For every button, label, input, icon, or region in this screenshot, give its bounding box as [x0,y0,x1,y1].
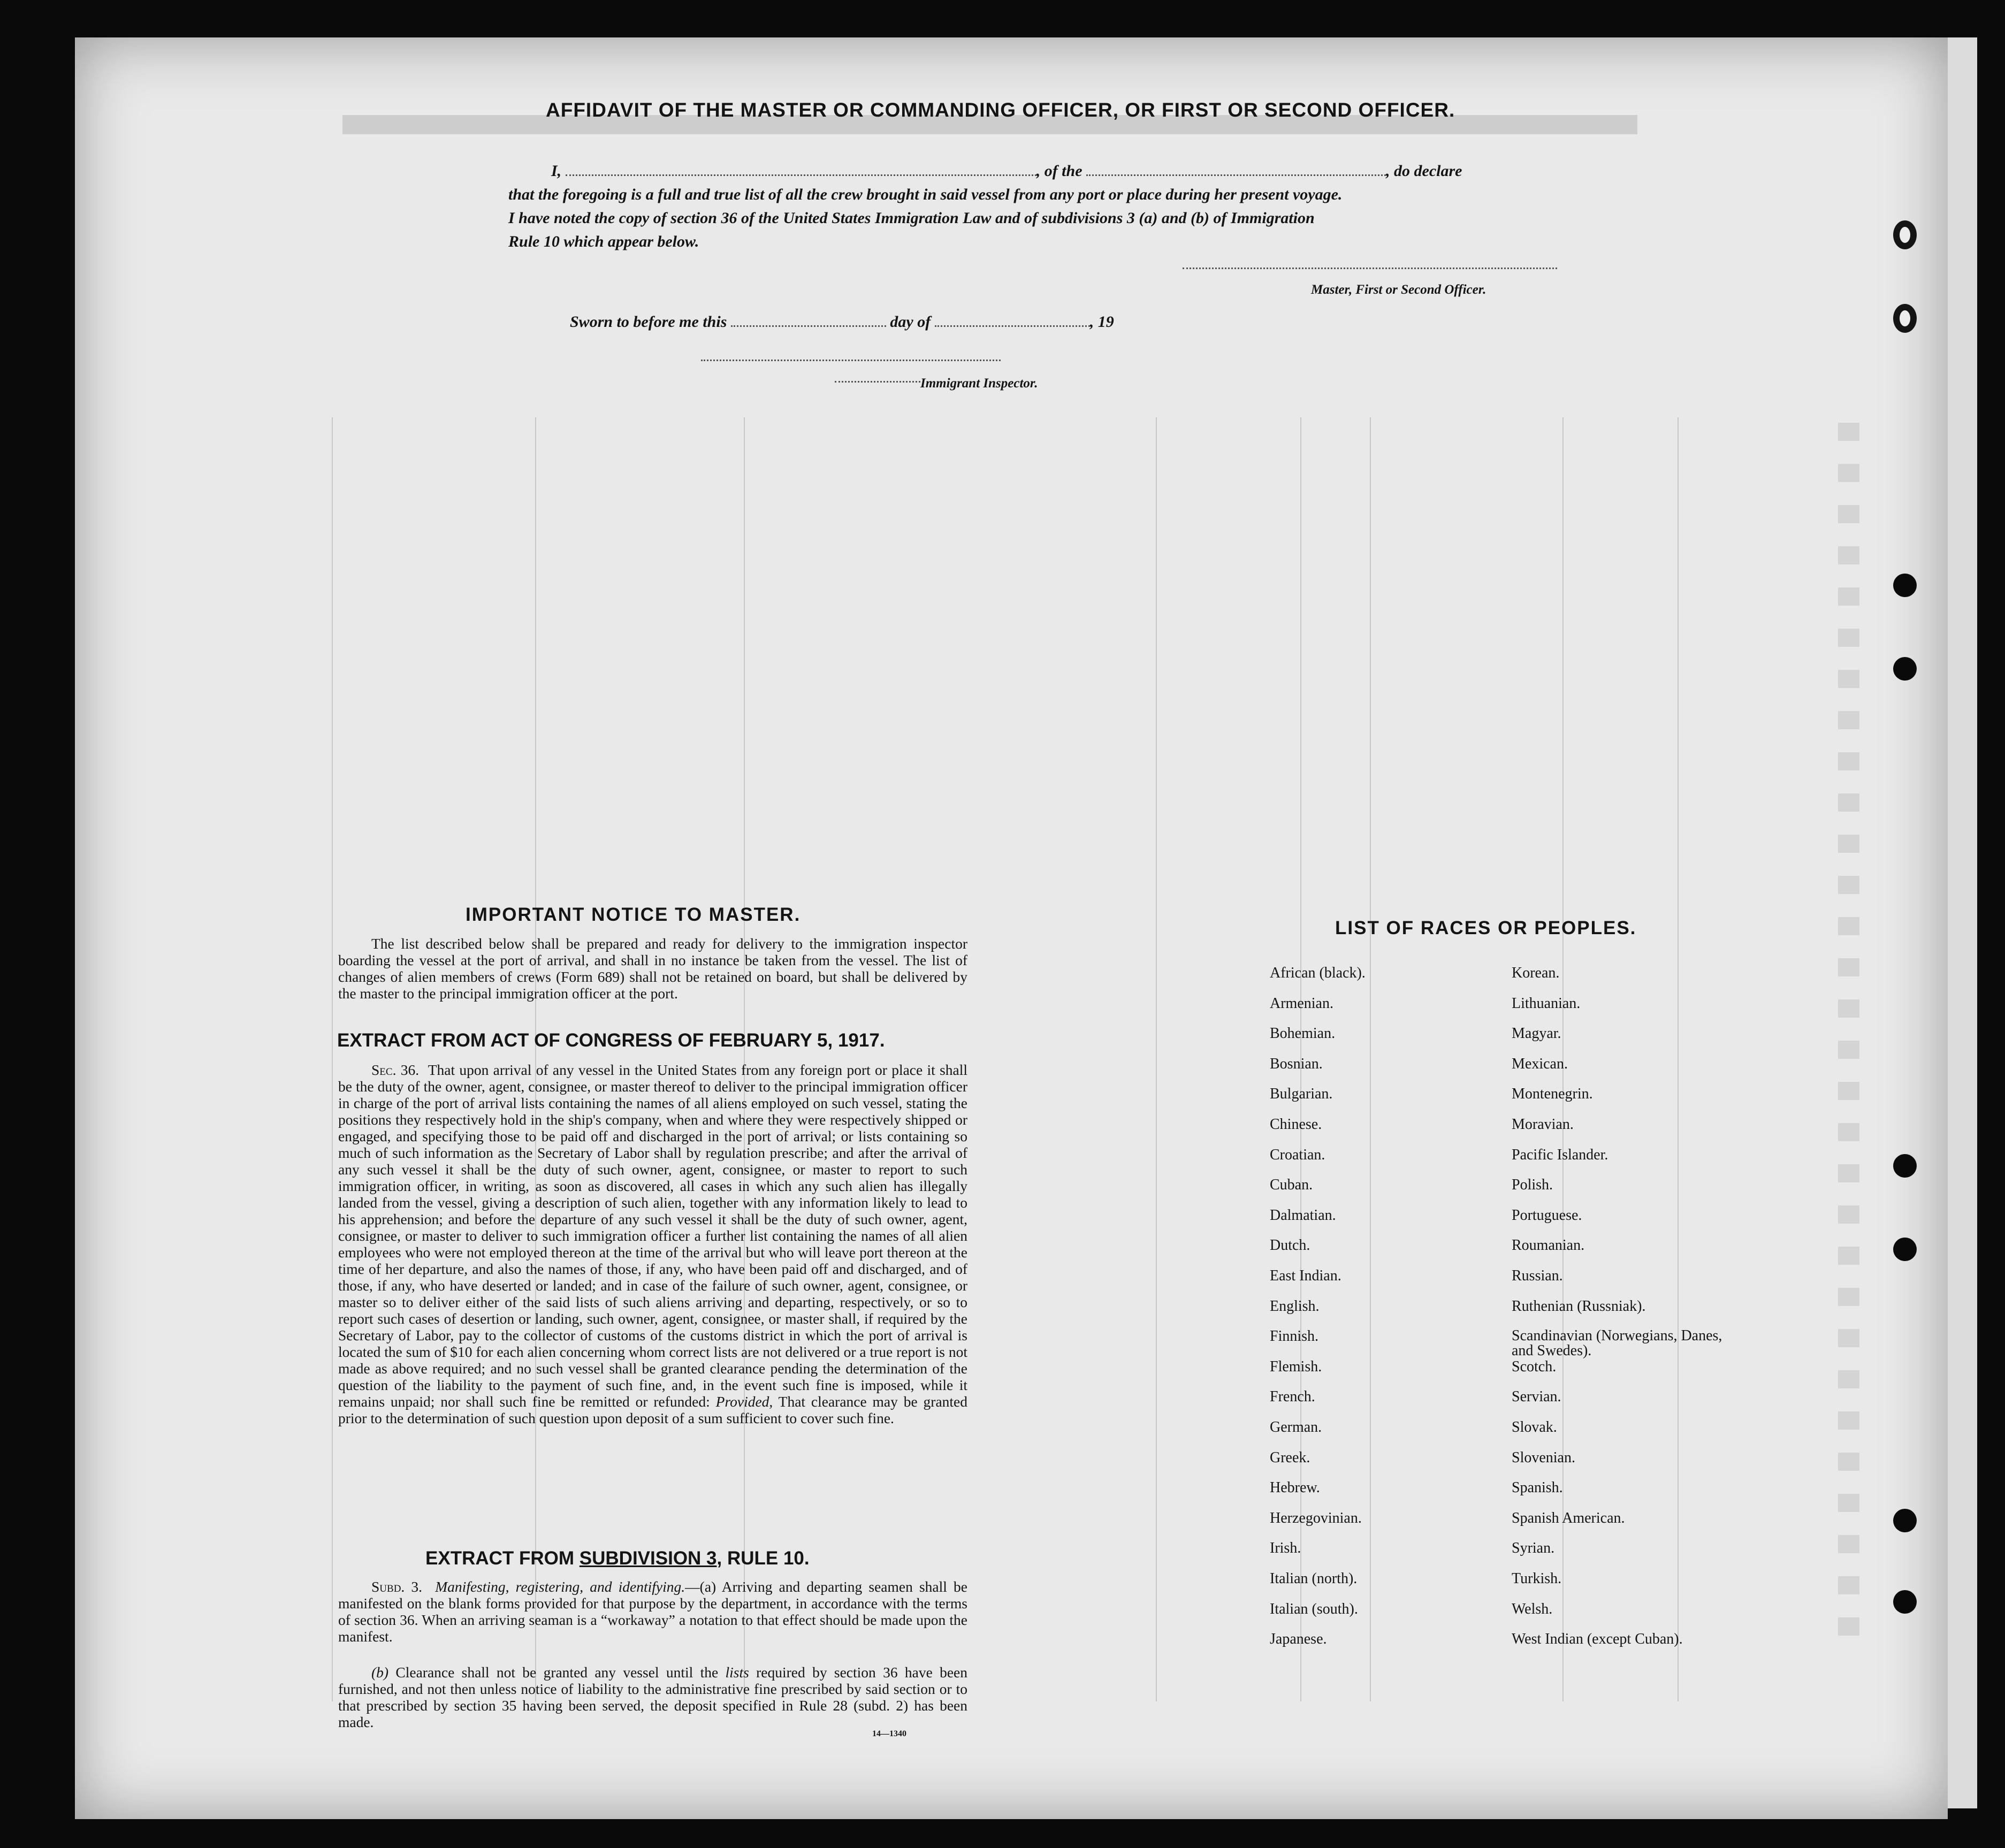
race-left-item: Bohemian. [1270,1025,1336,1042]
affidavit-line-2: that the foregoing is a full and true list of all the crew brought in said vessel from any port or place during her present voyage. [508,186,1343,203]
race-right-item: Welsh. [1512,1600,1553,1617]
section-36-text: That upon arrival of any vessel in the United States from any foreign port or place it shall be the duty of the owner, agent, consignee, or master thereof to deliver to the principal immigration officer in charge of the port of arrival lists containing the names of all aliens employed on such vessel, stating the positions they respectively hold in the ship's company, when and where they were respectively shipped or engaged, and specifying those to be paid off and discharged in the port of arrival; or lists containing so much of such information as the Secretary of Labor shall by regulation prescribe; and after the arrival of any such vessel it shall be the duty of such owner, agent, consignee, or master to report to such immigration officer, in writing, as soon as discovered, all cases in which any such alien has illegally landed from the vessel, giving a description of such alien, together with any information likely to lead to his apprehension; and before the departure of any such vessel it shall be the duty of such owner, agent, consignee, or master to deliver to such immigration officer a further list containing the names of all alien employees who were not employed thereon at the time of the arrival but who will leave port thereon at the time of her departure, and also the names of those, if any, who have been paid off and discharged, and of those, if any, who have deserted or landed; and in case of the failure of such owner, agent, consignee, or master so to deliver either of the said lists of such aliens arriving and departing, respectively, or so to report such cases of desertion or landing, such owner, agent, consignee, or master shall, if required by the Secretary of Labor, pay to the collector of customs of the customs district in which the port of arrival is located the sum of $10 for each alien concerning whom correct lists are not delivered or a true report is not made as above required; and no such vessel shall be granted clearance pending the determination of the question of the liability to the payment of such fine, and, in the event such fine is imposed, while it remains unpaid; nor shall such fine be remitted or refunded: [338,1062,968,1410]
race-left-item: Croatian. [1270,1146,1325,1163]
race-right-item: Spanish. [1512,1479,1563,1496]
notice-body: The list described below shall be prepared and ready for delivery to the immigration inspector boarding the vessel at the port of arrival, and shall in no instance be taken from the vessel. The list of changes of alien members of crews (Form 689) shall not be retained on board, but shall be delivered by the master to the principal immigration officer at the port. [338,935,967,1002]
ghost-row-number [1838,464,1859,482]
race-right-item: Pacific Islander. [1512,1146,1608,1163]
race-left-item: Irish. [1270,1540,1301,1557]
race-right-item: Magyar. [1512,1025,1561,1042]
ghost-row-number [1838,1247,1859,1265]
ghost-row-number [1838,546,1859,564]
ghost-row-number [1838,1617,1859,1636]
race-left-item: English. [1270,1297,1320,1315]
race-right-item: Lithuanian. [1512,995,1581,1012]
race-left-item: Japanese. [1270,1631,1327,1648]
race-left-item: Italian (north). [1270,1570,1358,1587]
ghost-row-number [1838,1535,1859,1553]
section-label: Sec. 36. [371,1062,420,1078]
of-the-label: , of the [1036,162,1082,180]
act-extract-body [338,1062,967,1426]
race-right-item: Scandinavian (Norwegians, Danes, and Swedes). [1512,1327,1722,1360]
ghost-column-line [1156,417,1157,1701]
inspector-label: Immigrant Inspector. [920,376,1038,391]
rule-para-a-text: —(a) Arriving and departing seamen shall be manifested on the blank forms provided for that purpose by the department, in accordance with the terms of section 36. When an arriving seaman is a “workaway” a notation to that effect should be made upon the manifest. [338,1578,967,1645]
para-b-start: Clearance shall not be granted any vessel until the [395,1664,719,1681]
ghost-row-number [1838,505,1859,523]
ghost-column-line [535,417,536,1701]
races-title: LIST OF RACES OR PEOPLES. [1335,918,1637,938]
race-right-item: Montenegrin. [1512,1086,1593,1103]
binder-hole [1893,1238,1917,1261]
proviso-word: Provided, [715,1393,773,1410]
race-right-item: Scotch. [1512,1358,1557,1375]
ghost-row-number [1838,1123,1859,1141]
ghost-row-number [1838,423,1859,441]
ghost-row-number [1838,629,1859,647]
binder-hole [1893,1509,1917,1532]
race-right-item: Slovak. [1512,1419,1557,1435]
race-right-item: Roumanian. [1512,1237,1585,1254]
ghost-row-number [1838,999,1859,1018]
binder-hole [1893,304,1917,333]
ghost-row-number [1838,1329,1859,1347]
ghost-row-number [1838,1164,1859,1182]
binder-hole [1893,1154,1917,1178]
officer-signature-blank[interactable] [1183,268,1557,269]
act-extract-heading: EXTRACT FROM ACT OF CONGRESS OF FEBRUARY 5, 1917. [337,1030,885,1051]
race-right-item: Mexican. [1512,1055,1568,1072]
para-b-rest: required by section 36 have been furnished, and not then unless notice of liability to the administrative fine prescribed by said section or to that prescribed by section 35 having been served, the deposit specified in Rule 28 (subd. 2) has been made. [338,1664,968,1730]
race-left-item: Bulgarian. [1270,1086,1333,1103]
ghost-row-number [1838,793,1859,812]
year-label: , 19 [1089,313,1114,331]
ghost-row-number [1838,587,1859,606]
subd-title: Manifesting, registering, and identifying. [435,1578,685,1595]
officer-signature-label: Master, First or Second Officer. [1311,282,1486,297]
notice-title: IMPORTANT NOTICE TO MASTER. [466,904,801,925]
race-right-item: Servian. [1512,1388,1561,1406]
ghost-column-line [1678,417,1679,1701]
ghost-row-number [1838,1494,1859,1512]
race-left-item: African (black). [1270,965,1366,981]
ghost-row-number [1838,752,1859,770]
rule-heading-part-2: SUBDIVISION 3 [579,1548,717,1569]
ghost-row-number [1838,1288,1859,1306]
race-left-item: Bosnian. [1270,1055,1323,1072]
ghost-column-line [332,417,333,1701]
inspector-signature-blank-2[interactable] [835,381,920,383]
para-b-label: (b) [371,1664,389,1681]
race-right-item: Korean. [1512,965,1560,981]
binder-hole [1893,657,1917,681]
ghost-row-number [1838,835,1859,853]
race-left-item: German. [1270,1419,1322,1435]
ghost-row-number [1838,917,1859,935]
race-right-item: Polish. [1512,1177,1553,1194]
race-left-item: Dalmatian. [1270,1206,1336,1224]
race-left-item: Flemish. [1270,1358,1322,1375]
race-left-item: Finnish. [1270,1328,1319,1345]
ghost-row-number [1838,1411,1859,1430]
race-left-item: Dutch. [1270,1237,1310,1254]
rule-para-b [338,1664,967,1730]
sworn-day-blank[interactable] [731,325,886,327]
rule-para-a [338,1578,967,1645]
ghost-row-number [1838,1370,1859,1388]
race-left-item: Herzegovinian. [1270,1509,1362,1526]
sheet-edge [1948,37,1977,1808]
sworn-line [570,313,1114,331]
sworn-month-blank[interactable] [935,325,1090,327]
name-blank[interactable] [566,174,1036,176]
race-right-item: Slovenian. [1512,1449,1575,1466]
race-left-item: Hebrew. [1270,1479,1320,1496]
day-of-label: day of [890,313,931,331]
race-right-item: Moravian. [1512,1116,1574,1133]
vessel-blank[interactable] [1086,174,1386,176]
affidavit-i-label: I, [551,162,562,180]
binder-hole [1893,574,1917,597]
rule-heading-part-3: , RULE 10. [716,1548,810,1569]
para-b-lists: lists [725,1664,749,1681]
ghost-row-number [1838,1453,1859,1471]
do-declare-label: , do declare [1386,162,1462,180]
ghost-column-line [1370,417,1371,1701]
race-right-item: Russian. [1512,1267,1563,1284]
race-right-item: West Indian (except Cuban). [1512,1631,1683,1648]
race-right-item: Spanish American. [1512,1509,1625,1526]
ghost-row-number [1838,1205,1859,1224]
subd-label: Subd. 3. [371,1578,423,1595]
ghost-column-line [744,417,745,1701]
race-right-item: Syrian. [1512,1540,1555,1557]
affidavit-line-3: I have noted the copy of section 36 of the United States Immigration Law and of subdivisions 3 (a) and (b) of Immigration [508,209,1315,227]
binder-hole [1893,220,1917,249]
race-left-item: Greek. [1270,1449,1310,1466]
ghost-row-number [1838,1082,1859,1100]
ghost-row-number [1838,958,1859,976]
race-right-item: Turkish. [1512,1570,1562,1587]
race-left-item: Italian (south). [1270,1600,1358,1617]
document-sheet [75,37,1948,1819]
sworn-label: Sworn to before me this [570,313,727,331]
race-left-item: Chinese. [1270,1116,1322,1133]
ghost-row-number [1838,1041,1859,1059]
ghost-row-number [1838,711,1859,729]
rule-heading-part-1: EXTRACT FROM [425,1548,575,1569]
ghost-row-number [1838,1576,1859,1594]
race-right-item: Ruthenian (Russniak). [1512,1297,1646,1315]
inspector-signature-blank[interactable] [701,360,1001,361]
race-left-item: East Indian. [1270,1267,1341,1284]
ghost-row-number [1838,670,1859,688]
affidavit-heading: AFFIDAVIT OF THE MASTER OR COMMANDING OFFICER, OR FIRST OR SECOND OFFICER. [546,99,1455,121]
affidavit-line-1 [551,162,1462,180]
ghost-row-number [1838,876,1859,894]
proviso-text: That clearance may be granted prior to the determination of such question upon deposit of a sum sufficient to cover such fine. [338,1393,967,1426]
binder-hole [1893,1590,1917,1614]
form-number: 14—1340 [872,1729,906,1738]
affidavit-line-4: Rule 10 which appear below. [508,233,699,250]
race-left-item: Armenian. [1270,995,1333,1012]
race-left-item: Cuban. [1270,1177,1313,1194]
rule-extract-heading [425,1548,810,1569]
race-right-item: Portuguese. [1512,1206,1582,1224]
race-left-item: French. [1270,1388,1315,1406]
